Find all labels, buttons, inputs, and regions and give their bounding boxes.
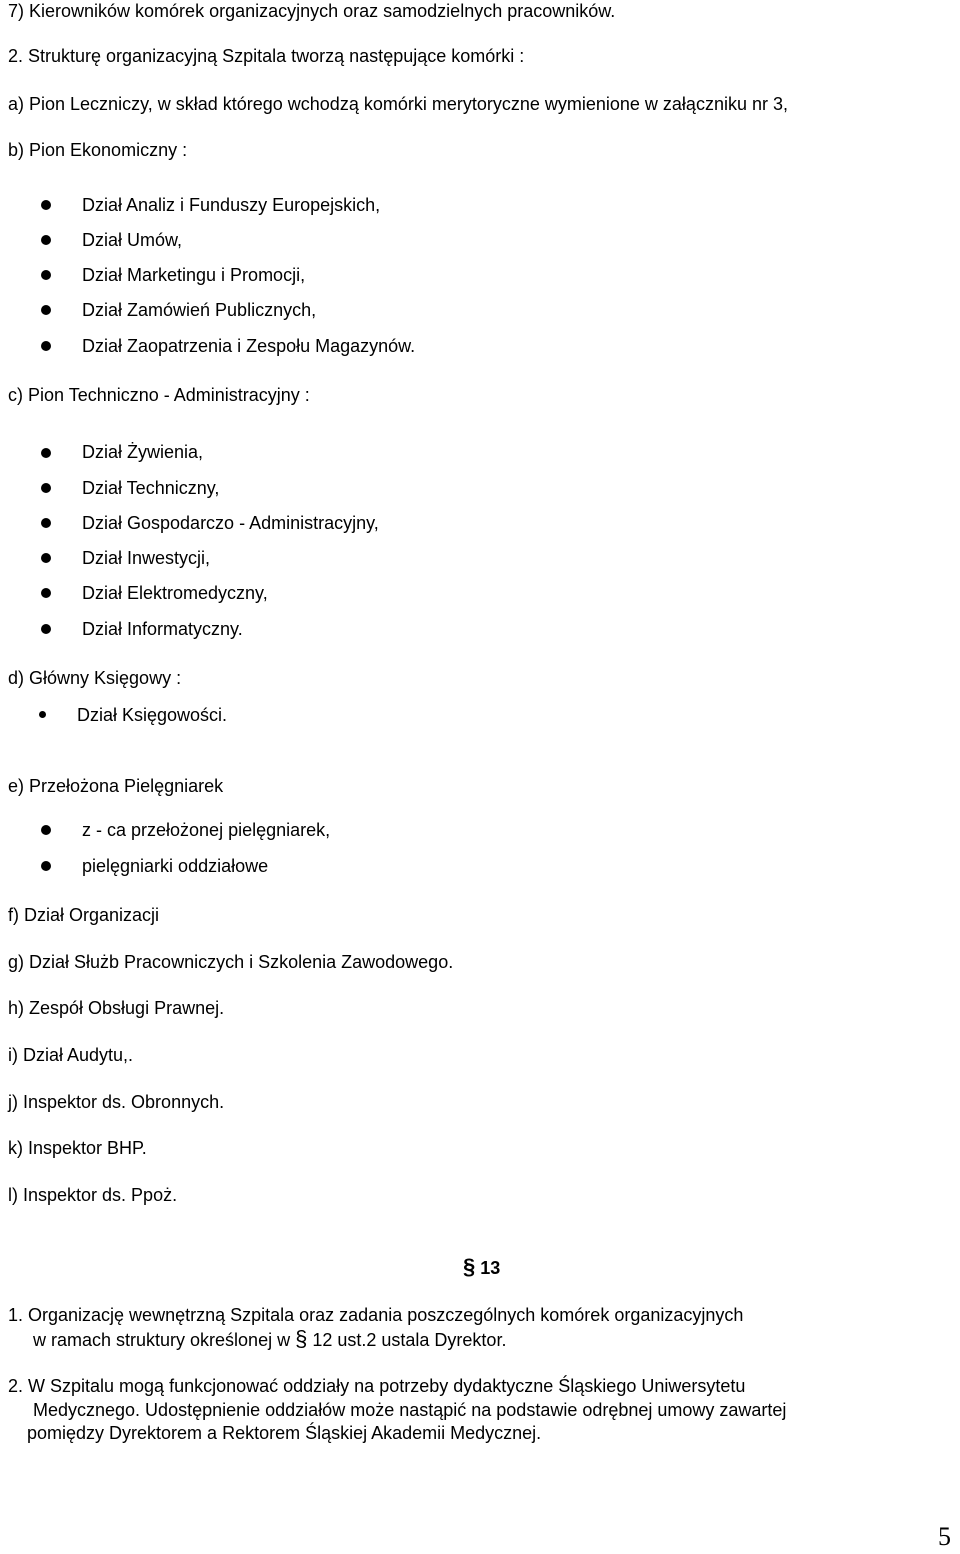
section-heading: [463, 1256, 500, 1279]
list-item: Dział Analiz i Funduszy Europejskich,: [82, 195, 381, 215]
list-item: Dział Zaopatrzenia i Zespołu Magazynów.: [82, 336, 416, 356]
section-number: 13: [480, 1258, 501, 1278]
paragraph-2-line-3: pomiędzy Dyrektorem a Rektorem Śląskiej Akademii Medycznej.: [27, 1423, 542, 1443]
list-item-j: j) Inspektor ds. Obronnych.: [8, 1092, 225, 1112]
list-item-l: l) Inspektor ds. Ppoż.: [8, 1185, 178, 1205]
bullet-icon: [41, 483, 51, 493]
bullet-icon: [41, 553, 51, 563]
list-item: Dział Marketingu i Promocji,: [82, 265, 306, 285]
list-item-b: b) Pion Ekonomiczny :: [8, 140, 188, 160]
list-item-g: g) Dział Służb Pracowniczych i Szkolenia Zawodowego.: [8, 952, 454, 972]
list-item-i: i) Dział Audytu,.: [8, 1045, 134, 1065]
section-sign: §: [463, 1254, 476, 1279]
list-item-h: h) Zespół Obsługi Prawnej.: [8, 998, 225, 1018]
paragraph-1-line-1: 1. Organizację wewnętrzną Szpitala oraz zadania poszczególnych komórek organizacyjnych: [8, 1305, 744, 1325]
list-item-a: a) Pion Leczniczy, w skład którego wchodzą komórki merytoryczne wymienione w załączniku nr 3,: [8, 94, 788, 114]
bullet-icon: [41, 518, 51, 528]
bullet-icon: [41, 448, 51, 458]
list-item: Dział Techniczny,: [82, 478, 220, 498]
paragraph-2-line-2: Medycznego. Udostępnienie oddziałów może nastąpić na podstawie odrębnej umowy zawartej: [33, 1400, 787, 1420]
list-item: pielęgniarki oddziałowe: [82, 856, 269, 876]
list-item: Dział Księgowości.: [77, 705, 228, 725]
list-item: Dział Inwestycji,: [82, 548, 211, 568]
list-item: Dział Umów,: [82, 230, 183, 250]
bullet-icon: [41, 624, 51, 634]
list-item-f: f) Dział Organizacji: [8, 905, 160, 925]
bullet-icon: [41, 825, 51, 835]
list-item: Dział Żywienia,: [82, 442, 204, 462]
list-item: Dział Informatyczny.: [82, 619, 243, 639]
bullet-icon: [41, 305, 51, 315]
bullet-icon: [41, 235, 51, 245]
paragraph-2-intro: 2. Strukturę organizacyjną Szpitala tworzą następujące komórki :: [8, 46, 525, 66]
list-item-7: 7) Kierowników komórek organizacyjnych oraz samodzielnych pracowników.: [8, 1, 616, 21]
bullet-icon: [41, 861, 51, 871]
list-item: z - ca przełożonej pielęgniarek,: [82, 820, 331, 840]
bullet-icon: [39, 711, 46, 718]
list-item-d: d) Główny Księgowy :: [8, 668, 182, 688]
list-item-k: k) Inspektor BHP.: [8, 1138, 147, 1158]
list-item: Dział Zamówień Publicznych,: [82, 300, 317, 320]
list-item: Dział Elektromedyczny,: [82, 583, 268, 603]
bullet-icon: [41, 588, 51, 598]
list-item-c: c) Pion Techniczno - Administracyjny :: [8, 385, 310, 405]
page-number: 5: [938, 1522, 951, 1551]
list-item-e: e) Przełożona Pielęgniarek: [8, 776, 224, 796]
paragraph-2-line-1: 2. W Szpitalu mogą funkcjonować oddziały na potrzeby dydaktyczne Śląskiego Uniwersytetu: [8, 1376, 746, 1396]
bullet-icon: [41, 341, 51, 351]
section-sign: §: [295, 1326, 308, 1351]
list-item: Dział Gospodarczo - Administracyjny,: [82, 513, 379, 533]
paragraph-1-line-2: w ramach struktury określonej w § 12 ust.2 ustala Dyrektor.: [33, 1326, 507, 1351]
bullet-icon: [41, 200, 51, 210]
bullet-icon: [41, 270, 51, 280]
